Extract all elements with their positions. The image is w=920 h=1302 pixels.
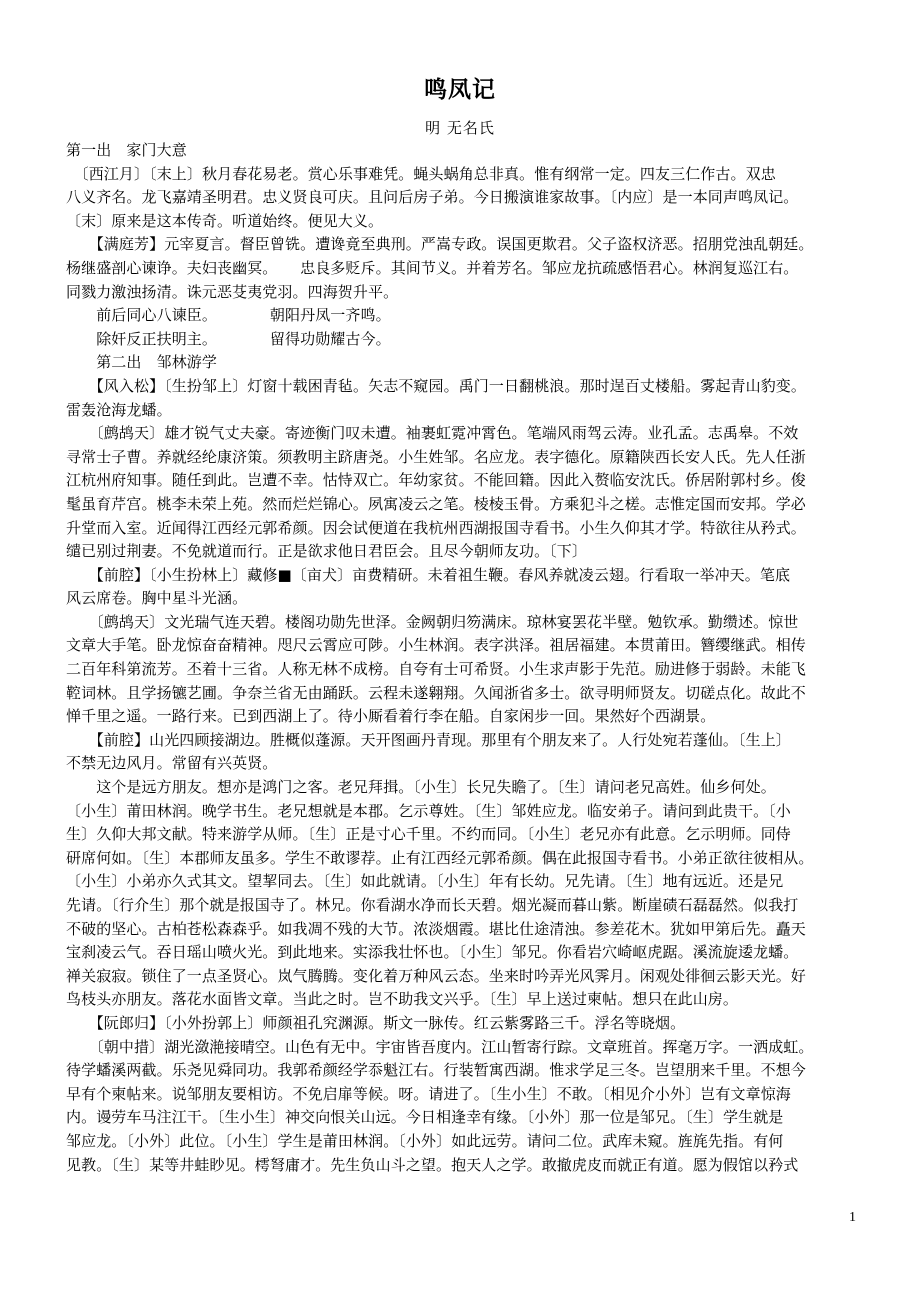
- text-line: 前后同心八谏臣。 朝阳丹凤一齐鸣。: [66, 306, 391, 325]
- document-body: [66, 139, 866, 1177]
- text-line: 第二出 邹林游学: [66, 353, 218, 372]
- text-line: 不禁无边风月。常留有兴英贤。: [66, 754, 278, 773]
- document-title: 鸣凤记: [424, 77, 496, 103]
- text-line: 不破的坚心。古柏苍松森森乎。如我凋不残的大节。浓淡烟霞。堪比仕途清浊。参差花木。犹如甲第后先。矗天: [66, 919, 806, 938]
- text-line: 鞚词林。且学扬镳艺圃。争奈兰省无由踊跃。云程未遂翱翔。久闻浙省多士。欲寻明师贤友。切磋点化。故此不: [66, 683, 806, 702]
- text-line: 宝刹凌云气。吞日瑶山喷火光。到此地来。实添我壮怀也。〔小生〕邹兄。你看岩穴崎岖虎踞。溪流旋逶龙蟠。: [66, 943, 799, 962]
- text-line: 【前腔】〔小生扮林上〕藏修■〔亩犬〕亩费精研。未着祖生鞭。春风养就凌云翅。行看取一举冲天。笔底: [66, 565, 791, 584]
- text-line: 【满庭芳】元宰夏言。督臣曾铣。遭谗竟至典刑。严嵩专政。误国更欺君。父子盗权济恶。招朋党浊乱朝廷。: [66, 235, 814, 254]
- text-line: 待学蟠溪两截。乐尧见舜同功。我郭希颜经学忝魁江右。行装暂寓西湖。惟求学足三冬。岂望朋来千里。不想今: [66, 1061, 806, 1080]
- text-line: 【风入松】〔生扮邹上〕灯窗十载困青毡。矢志不窥园。禹门一日翻桃浪。那时逞百丈楼船。雾起青山豹变。: [66, 376, 807, 395]
- text-line: 【阮郎归】〔小外扮郭上〕师颜祖孔究渊源。斯文一脉传。红云紫雾路三千。浮名等晓烟。: [66, 1013, 686, 1032]
- text-line: 〔末〕原来是这本传奇。听道始终。便见大义。: [66, 211, 384, 230]
- text-line: 髦虽育芹宫。桃李未荣上苑。然而烂烂锦心。夙寓凌云之笔。棱棱玉骨。方乘犯斗之槎。志惟定国而安邦。学必: [66, 494, 806, 513]
- text-line: 除奸反正扶明主。 留得功勋耀古今。: [66, 329, 391, 348]
- text-line: 杨继盛剖心谏诤。夫妇丧幽冥。 忠良多贬斥。其间节义。并着芳名。邹应龙抗疏感悟君心。林润复巡江右。: [66, 258, 799, 277]
- text-line: 【前腔】山光四顾接湖边。胜概似蓬源。天开图画丹青现。那里有个朋友来了。人行处宛若蓬仙。〔生上〕: [66, 730, 791, 749]
- text-line: 先请。〔行介生〕那个就是报国寺了。林兄。你看湖水净而长天碧。烟光凝而暮山紫。断崖碛石磊磊然。似我打: [66, 896, 799, 914]
- text-line: 八义齐名。龙飞嘉靖圣明君。忠义贤良可庆。且问后房子弟。今日搬演谁家故事。〔内应〕是一本同声鸣凤记。: [66, 188, 799, 207]
- text-line: 缱已别过荆妻。不免就道而行。正是欲求他日君臣会。且尽今朝师友功。〔下〕: [66, 542, 588, 561]
- text-line: 早有个柬帖来。说邹朋友要相访。不免启扉等候。呀。请进了。〔生小生〕不敢。〔相见介小外〕岂有文章惊海: [66, 1084, 791, 1103]
- text-line: 寻常士子曹。养就经纶康济策。须教明主跻唐尧。小生姓邹。名应龙。表字德化。原籍陕西长安人氏。先人任浙: [66, 447, 806, 466]
- text-line: 江杭州府知事。随任到此。岂遭不幸。怙恃双亡。年幼家贫。不能回籍。因此入赘临安沈氏。侨居附郭村乡。俊: [66, 471, 806, 490]
- text-line: 〔小生〕小弟亦久式其文。望挈同去。〔生〕如此就请。〔小生〕年有长幼。兄先请。〔生〕地有远近。还是兄: [66, 872, 784, 891]
- text-line: 见教。〔生〕某等井蛙眇见。樗弩庸才。先生负山斗之望。抱天人之学。敢撤虎皮而就正有道。愿为假馆以矜式: [66, 1155, 799, 1174]
- document-author: 明 无名氏: [425, 119, 495, 137]
- text-line: 〔朝中措〕湖光潋滟接晴空。山色有无中。宇宙皆吾度内。江山暂寄行踪。文章班首。挥毫万字。一洒成虹。: [66, 1037, 814, 1056]
- text-line: 生〕久仰大邦文献。特来游学从师。〔生〕正是寸心千里。不约而同。〔小生〕老兄亦有此意。乞示明师。同侍: [66, 825, 791, 844]
- text-line: 雷轰沧海龙蟠。: [66, 400, 172, 419]
- text-line: 这个是远方朋友。想亦是鸿门之客。老兄拜揖。〔小生〕长兄失瞻了。〔生〕请问老兄高姓。仙乡何处。: [66, 778, 776, 797]
- text-line: 风云席卷。胸中星斗光涵。: [66, 589, 248, 608]
- text-line: 升堂而入室。近闻得江西经元郭希颜。因会试便道在我杭州西湖报国寺看书。小生久仰其才学。特欲往从矜式。: [66, 518, 806, 537]
- text-line: 〔鹧鸪天〕雄才锐气丈夫豪。寄迹衡门叹未遭。袖裹虹霓冲霄色。笔端风雨驾云涛。业孔孟。志禹皋。不效: [66, 424, 799, 443]
- text-line: 二百年科第流芳。丕着十三省。人称无林不成榜。自夸有士可希贤。小生求声影于先范。励进修于弱龄。未能飞: [66, 660, 806, 679]
- text-line: 内。谩劳车马注江干。〔生小生〕神交向恨关山远。今日相逢幸有缘。〔小外〕那一位是邹兄。〔生〕学生就是: [66, 1108, 784, 1127]
- text-line: 邹应龙。〔小外〕此位。〔小生〕学生是莆田林润。〔小外〕如此远劳。请问二位。武库未窥。旌旄先指。有何: [66, 1131, 784, 1150]
- text-line: 第一出 家门大意: [66, 141, 187, 159]
- text-line: 〔西江月〕〔末上〕秋月春花易老。赏心乐事难凭。蝇头蜗角总非真。惟有纲常一定。四友三仁作古。双忠: [66, 164, 776, 183]
- text-line: 研席何如。〔生〕本郡师友虽多。学生不敢谬荐。止有江西经元郭希颜。偶在此报国寺看书。小弟正欲往彼相从。: [66, 848, 814, 867]
- text-line: 惮千里之遥。一路行来。已到西湖上了。待小厮看着行李在船。自家闲步一回。果然好个西湖景。: [66, 707, 716, 726]
- text-line: 〔鹧鸪天〕文光瑞气连天碧。楼阁功勋先世泽。金阙朝归笏满床。琼林宴罢花半壁。勉钦承。勤缵述。惊世: [66, 612, 799, 631]
- text-line: 禅关寂寂。锁住了一点圣贤心。岚气腾腾。变化着万种风云态。坐来时吟弄光风霁月。闲观处徘徊云影天光。好: [66, 966, 806, 985]
- text-line: 同戮力激浊扬清。诛元恶芟夷党羽。四海贺升平。: [66, 282, 399, 301]
- text-line: 文章大手笔。卧龙惊奋奋精神。咫尺云霄应可陟。小生林润。表字洪泽。祖居福建。本贯莆田。簪缨继武。相传: [66, 636, 806, 655]
- text-line: 〔小生〕莆田林润。晚学书生。老兄想就是本郡。乞示尊姓。〔生〕邹姓应龙。临安弟子。请问到此贵干。〔小: [66, 801, 791, 820]
- page-number: 1: [849, 1210, 856, 1225]
- text-line: 鸟枝头亦朋友。落花水面皆文章。当此之时。岂不助我文兴乎。〔生〕早上送过柬帖。想只在此山房。: [66, 990, 739, 1009]
